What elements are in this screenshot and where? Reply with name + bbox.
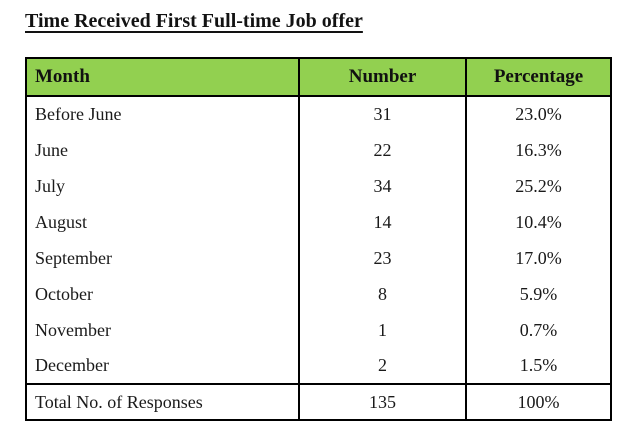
cell-percentage: 1.5% bbox=[466, 348, 611, 384]
cell-number: 1 bbox=[299, 312, 466, 348]
table-row bbox=[26, 312, 611, 348]
table-row bbox=[26, 348, 611, 384]
cell-total-label: Total No. of Responses bbox=[26, 384, 299, 420]
cell-percentage: 16.3% bbox=[466, 132, 611, 168]
cell-percentage: 17.0% bbox=[466, 240, 611, 276]
cell-percentage: 23.0% bbox=[466, 96, 611, 132]
job-offer-table bbox=[25, 57, 612, 421]
cell-number: 34 bbox=[299, 168, 466, 204]
cell-month: Before June bbox=[26, 96, 299, 132]
column-header-percentage: Percentage bbox=[466, 58, 611, 96]
table-row bbox=[26, 276, 611, 312]
table-row bbox=[26, 132, 611, 168]
column-header-number: Number bbox=[299, 58, 466, 96]
table-row bbox=[26, 96, 611, 132]
cell-number: 2 bbox=[299, 348, 466, 384]
cell-number: 31 bbox=[299, 96, 466, 132]
cell-total-percentage: 100% bbox=[466, 384, 611, 420]
page-title: Time Received First Full-time Job offer bbox=[25, 10, 363, 32]
cell-month: September bbox=[26, 240, 299, 276]
cell-month: October bbox=[26, 276, 299, 312]
cell-percentage: 5.9% bbox=[466, 276, 611, 312]
table-row bbox=[26, 240, 611, 276]
cell-number: 14 bbox=[299, 204, 466, 240]
cell-month: July bbox=[26, 168, 299, 204]
cell-month: November bbox=[26, 312, 299, 348]
total-row bbox=[26, 384, 611, 420]
table-row bbox=[26, 168, 611, 204]
cell-total-number: 135 bbox=[299, 384, 466, 420]
cell-month: June bbox=[26, 132, 299, 168]
cell-month: August bbox=[26, 204, 299, 240]
cell-percentage: 0.7% bbox=[466, 312, 611, 348]
cell-number: 8 bbox=[299, 276, 466, 312]
cell-number: 23 bbox=[299, 240, 466, 276]
header-row bbox=[26, 58, 611, 96]
cell-month: December bbox=[26, 348, 299, 384]
column-header-month: Month bbox=[26, 58, 299, 96]
table-row bbox=[26, 204, 611, 240]
cell-percentage: 10.4% bbox=[466, 204, 611, 240]
cell-number: 22 bbox=[299, 132, 466, 168]
cell-percentage: 25.2% bbox=[466, 168, 611, 204]
